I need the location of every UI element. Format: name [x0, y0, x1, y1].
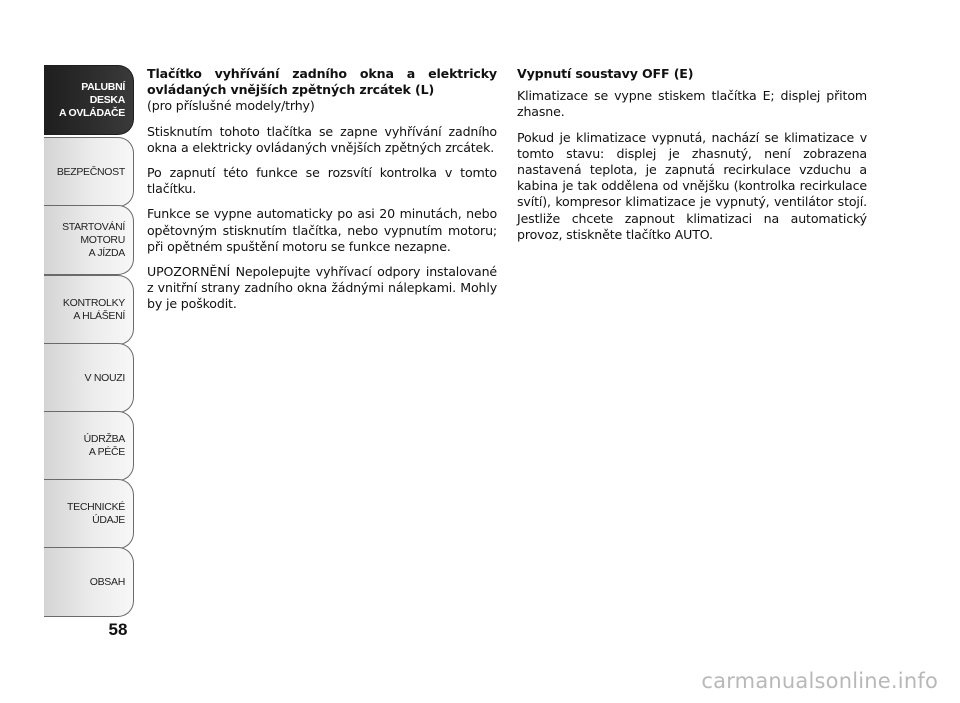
tab-bezpecnost[interactable] [44, 137, 134, 207]
tab-startovani[interactable] [44, 205, 134, 275]
tab-label: STARTOVÁNÍ MOTORU A JÍZDA [62, 220, 125, 259]
paragraph: Funkce se vypne automaticky po asi 20 minutách, nebo opětovným stisknutím tlačítka, nebo vypnutím motoru; při opětném spuštění motoru se funkce nezapne. [147, 206, 497, 254]
tab-label: PALUBNÍ DESKA A OVLÁDAČE [58, 80, 125, 119]
section-heading: Tlačítko vyhřívání zadního okna a elektricky ovládaných vnějších zpětných zrcátek (L) [147, 66, 497, 98]
paragraph: Klimatizace se vypne stiskem tlačítka E; displej přitom zhasne. [517, 88, 867, 120]
tab-label: ÚDRŽBA A PÉČE [83, 433, 125, 458]
tab-label: BEZPEČNOST [56, 165, 125, 178]
paragraph: Pokud je klimatizace vypnutá, nachází se klimatizace v tomto stavu: displej je zhasnutý, není zobrazena nastavená teplota, je zapnutá recirkulace vzduchu a kabina je tak oddělena od vnějšku (kontrolka recirkulace svítí), kompresor klimatizace je vypnutý, ventilátor stojí. Jestliže chcete zapnout klimatizaci na automatický provoz, stiskněte tlačítko AUTO. [517, 129, 867, 242]
section-subheading: (pro příslušné modely/trhy) [147, 98, 315, 114]
section-heading: Vypnutí soustavy OFF (E) [517, 66, 694, 81]
watermark: carmanualsonline.info [701, 669, 938, 693]
tab-label: TECHNICKÉ ÚDAJE [67, 501, 125, 526]
paragraph: Po zapnutí této funkce se rozsvítí kontrolka v tomto tlačítku. [147, 165, 497, 197]
tab-v-nouzi[interactable] [44, 343, 134, 413]
tab-udrzba[interactable] [44, 411, 134, 481]
right-column [517, 66, 867, 252]
tab-technicke-udaje[interactable] [44, 479, 134, 549]
tab-label: V NOUZI [84, 371, 125, 384]
warning-paragraph: UPOZORNĚNÍ Nepolepujte vyhřívací odpory instalované z vnitřní strany zadního okna žádnými nálepkami. Mohly by je poškodit. [147, 264, 497, 312]
paragraph: Stisknutím tohoto tlačítka se zapne vyhřívání zadního okna a elektricky ovládaných vnějších zpětných zrcátek. [147, 123, 497, 155]
tab-label: OBSAH [89, 575, 125, 588]
tab-label: KONTROLKY A HLÁŠENÍ [62, 297, 125, 322]
tab-obsah[interactable] [44, 547, 134, 617]
left-column [147, 66, 497, 322]
page-number: 58 [108, 620, 128, 639]
tab-palubni-deska[interactable] [44, 65, 134, 135]
tab-kontrolky[interactable] [44, 275, 134, 345]
